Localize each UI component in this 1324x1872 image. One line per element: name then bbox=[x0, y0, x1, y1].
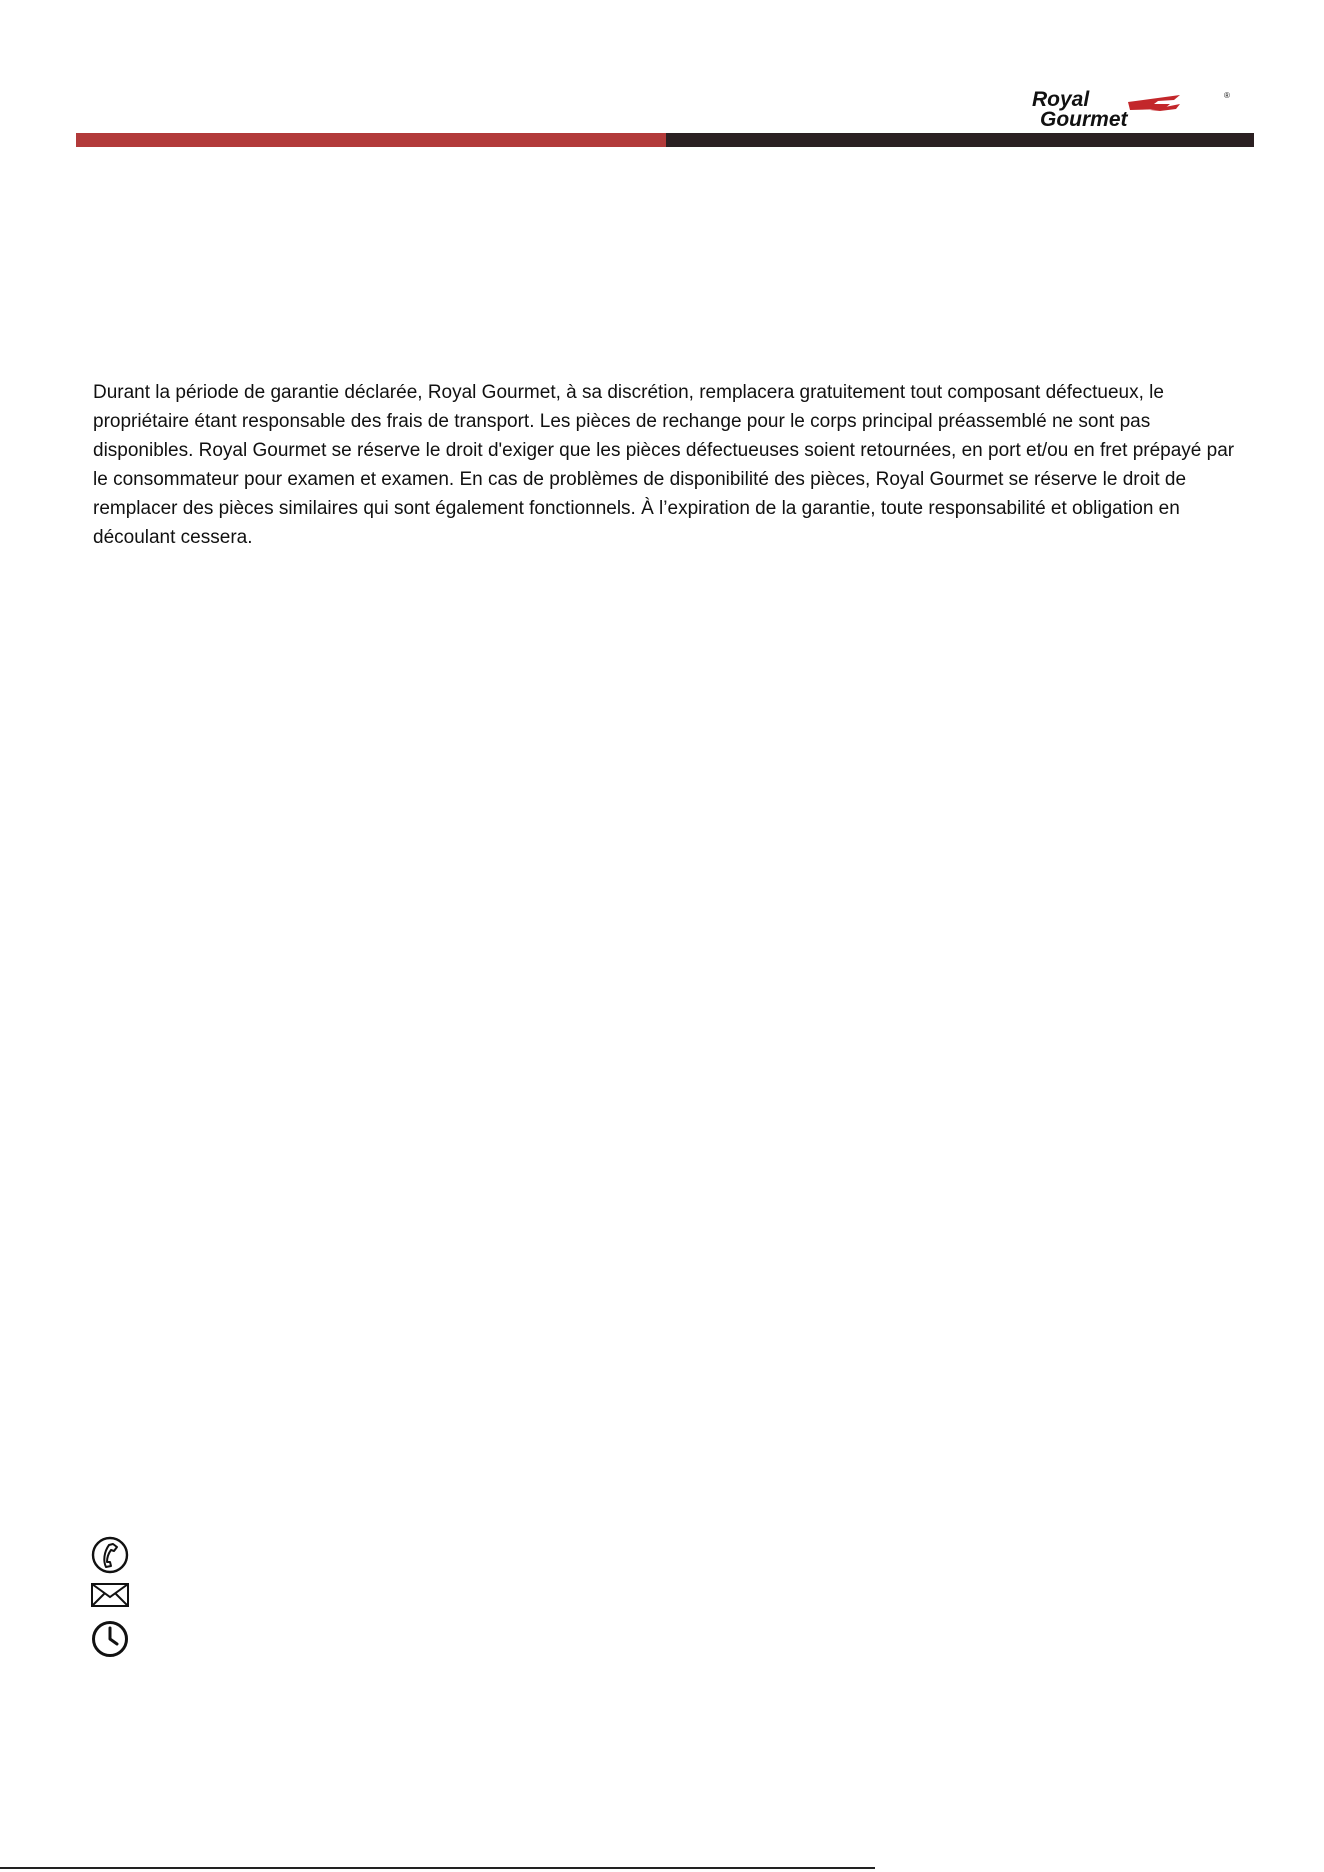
logo-registered-mark: ® bbox=[1224, 91, 1230, 100]
brand-logo bbox=[1030, 88, 1240, 130]
logo-text-gourmet: Gourmet bbox=[1040, 108, 1128, 130]
footer-rule bbox=[0, 1867, 875, 1869]
header-bar-red bbox=[76, 133, 666, 147]
contact-icons bbox=[90, 1535, 134, 1659]
header-bar-dark bbox=[666, 133, 1254, 147]
logo-flame-mark bbox=[1128, 95, 1180, 111]
header-color-bar bbox=[76, 133, 1254, 147]
phone-icon bbox=[90, 1535, 130, 1575]
warranty-paragraph: Durant la période de garantie déclarée, Royal Gourmet, à sa discrétion, remplacera gratuitement tout composant défectueux, le propriétaire étant responsable des frais de transport. Les pièces de rechange pour le corps principal préassemblé ne sont pas disponibles. Royal Gourmet se réserve le droit d'exiger que les pièces défectueuses soient retournées, en port et/ou en fret prépayé par le consommateur pour examen et examen. En cas de problèmes de disponibilité des pièces, Royal Gourmet se réserve le droit de remplacer des pièces similaires qui sont également fonctionnels. À l’expiration de la garantie, toute responsabilité et obligation en découlant cessera. bbox=[93, 382, 1235, 548]
clock-icon bbox=[90, 1619, 130, 1659]
mail-icon bbox=[90, 1581, 130, 1609]
logo-text-royal: Royal bbox=[1032, 88, 1090, 111]
